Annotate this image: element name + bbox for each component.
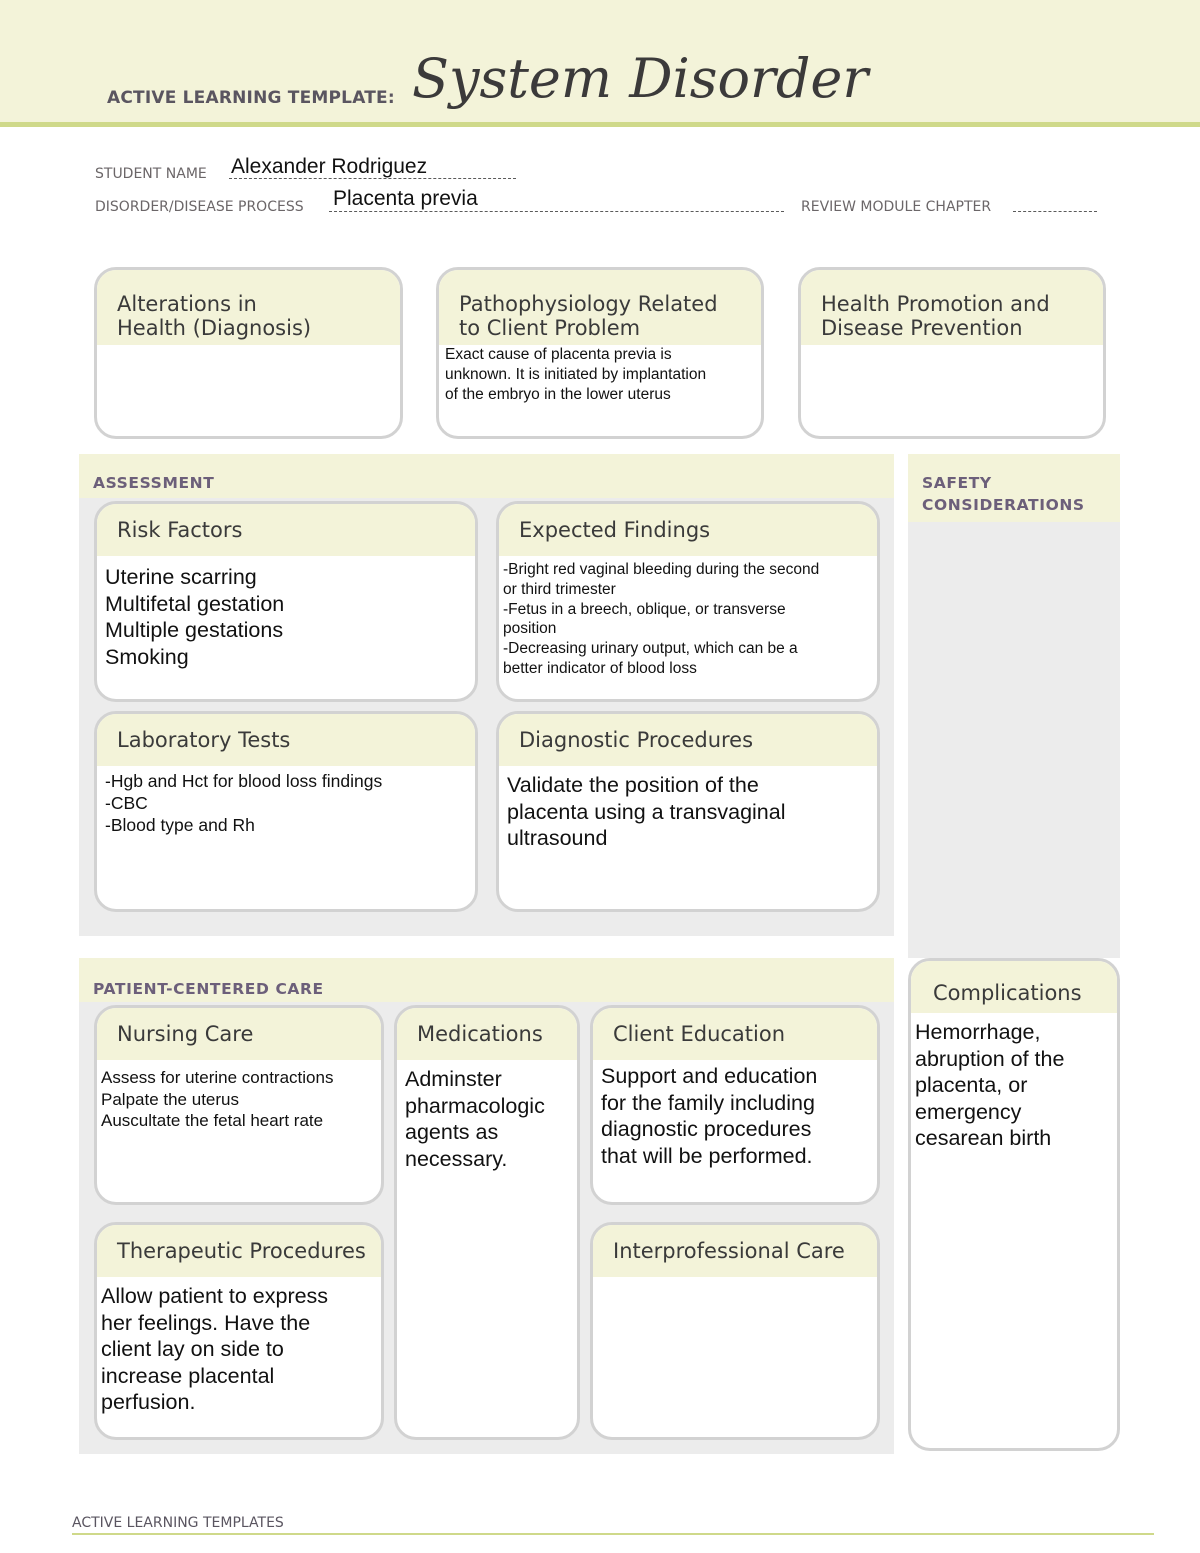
- card-laboratory-tests-header: [97, 714, 475, 766]
- card-interprofessional-care-title: Interprofessional Care: [613, 1239, 845, 1263]
- card-interprofessional-care-header: [593, 1225, 877, 1277]
- card-medications-body[interactable]: Adminster pharmacologic agents as necessary.: [405, 1067, 545, 1171]
- card-laboratory-tests-title: Laboratory Tests: [117, 728, 291, 752]
- safety-panel: [908, 454, 1120, 958]
- card-expected-findings-body[interactable]: -Bright red vaginal bleeding during the second or third trimester -Fetus in a breech, oblique, or transverse position -Decreasing urinary output, which can be a better indicator of blood loss: [503, 561, 820, 677]
- assessment-label: ASSESSMENT: [93, 474, 215, 492]
- patient-care-panel-header: [79, 958, 894, 1002]
- card-medications: [394, 1005, 580, 1440]
- card-health-promotion-header: [801, 270, 1103, 345]
- template-title: System Disorder: [412, 47, 869, 110]
- card-alterations-title: Alterations in Health (Diagnosis): [117, 292, 312, 341]
- card-nursing-care: [94, 1005, 384, 1205]
- student-name-label: STUDENT NAME: [95, 166, 207, 182]
- patient-care-label: PATIENT-CENTERED CARE: [93, 980, 324, 998]
- card-risk-factors: [94, 501, 478, 702]
- card-pathophysiology-header: [439, 270, 761, 345]
- card-diagnostic-procedures-body[interactable]: Validate the position of the placenta using a transvaginal ultrasound: [507, 773, 786, 850]
- safety-label: SAFETY CONSIDERATIONS: [922, 474, 1085, 515]
- review-module-line[interactable]: [1013, 211, 1097, 212]
- card-pathophysiology: [436, 267, 764, 439]
- disorder-label: DISORDER/DISEASE PROCESS: [95, 199, 304, 215]
- card-expected-findings-title: Expected Findings: [519, 518, 711, 542]
- card-diagnostic-procedures-title: Diagnostic Procedures: [519, 728, 754, 752]
- card-therapeutic-procedures-body[interactable]: Allow patient to express her feelings. Have the client lay on side to increase placental perfusion.: [101, 1284, 329, 1414]
- template-label: ACTIVE LEARNING TEMPLATE:: [107, 88, 395, 108]
- card-health-promotion: [798, 267, 1106, 439]
- card-health-promotion-body[interactable]: [801, 345, 1103, 353]
- footer-rule: [72, 1533, 1154, 1535]
- card-alterations-body[interactable]: [97, 345, 400, 353]
- card-medications-title: Medications: [417, 1022, 543, 1046]
- student-name-value[interactable]: Alexander Rodriguez: [231, 155, 428, 178]
- card-alterations: [94, 267, 403, 439]
- card-health-promotion-title: Health Promotion and Disease Prevention: [821, 292, 1050, 341]
- review-module-label: REVIEW MODULE CHAPTER: [801, 199, 992, 215]
- card-complications-body[interactable]: Hemorrhage, abruption of the placenta, or emergency cesarean birth: [915, 1020, 1065, 1150]
- card-nursing-care-header: [97, 1008, 381, 1060]
- safety-panel-header: [908, 454, 1120, 522]
- card-alterations-header: [97, 270, 400, 345]
- footer-text: ACTIVE LEARNING TEMPLATES: [72, 1515, 284, 1531]
- card-interprofessional-care-body[interactable]: [593, 1277, 877, 1285]
- card-diagnostic-procedures: [496, 711, 880, 912]
- disorder-value[interactable]: Placenta previa: [333, 187, 478, 210]
- card-risk-factors-title: Risk Factors: [117, 518, 243, 542]
- card-complications-title: Complications: [933, 981, 1082, 1005]
- card-risk-factors-header: [97, 504, 475, 556]
- card-therapeutic-procedures: [94, 1222, 384, 1440]
- card-client-education-header: [593, 1008, 877, 1060]
- card-laboratory-tests: [94, 711, 478, 912]
- card-client-education-body[interactable]: Support and education for the family including diagnostic procedures that will be performed.: [601, 1064, 818, 1168]
- card-therapeutic-procedures-header: [97, 1225, 381, 1277]
- card-diagnostic-procedures-header: [499, 714, 877, 766]
- card-therapeutic-procedures-title: Therapeutic Procedures: [117, 1239, 366, 1263]
- disorder-line: [329, 211, 784, 212]
- card-complications-header: [911, 961, 1117, 1013]
- card-expected-findings: [496, 501, 880, 702]
- card-medications-header: [397, 1008, 577, 1060]
- card-pathophysiology-body[interactable]: Exact cause of placenta previa is unknown. It is initiated by implantation of the embryo in the lower uterus: [445, 346, 707, 403]
- card-client-education: [590, 1005, 880, 1205]
- card-expected-findings-header: [499, 504, 877, 556]
- card-nursing-care-title: Nursing Care: [117, 1022, 254, 1046]
- card-client-education-title: Client Education: [613, 1022, 786, 1046]
- card-interprofessional-care: [590, 1222, 880, 1440]
- card-risk-factors-body[interactable]: Uterine scarring Multifetal gestation Multiple gestations Smoking: [105, 565, 285, 669]
- card-complications: [908, 958, 1120, 1451]
- assessment-panel-header: [79, 454, 894, 498]
- card-pathophysiology-title: Pathophysiology Related to Client Problem: [459, 292, 718, 341]
- card-laboratory-tests-body[interactable]: -Hgb and Hct for blood loss findings -CBC -Blood type and Rh: [105, 771, 383, 835]
- card-nursing-care-body[interactable]: Assess for uterine contractions Palpate the uterus Auscultate the fetal heart rate: [101, 1068, 334, 1130]
- header-rule: [0, 122, 1200, 127]
